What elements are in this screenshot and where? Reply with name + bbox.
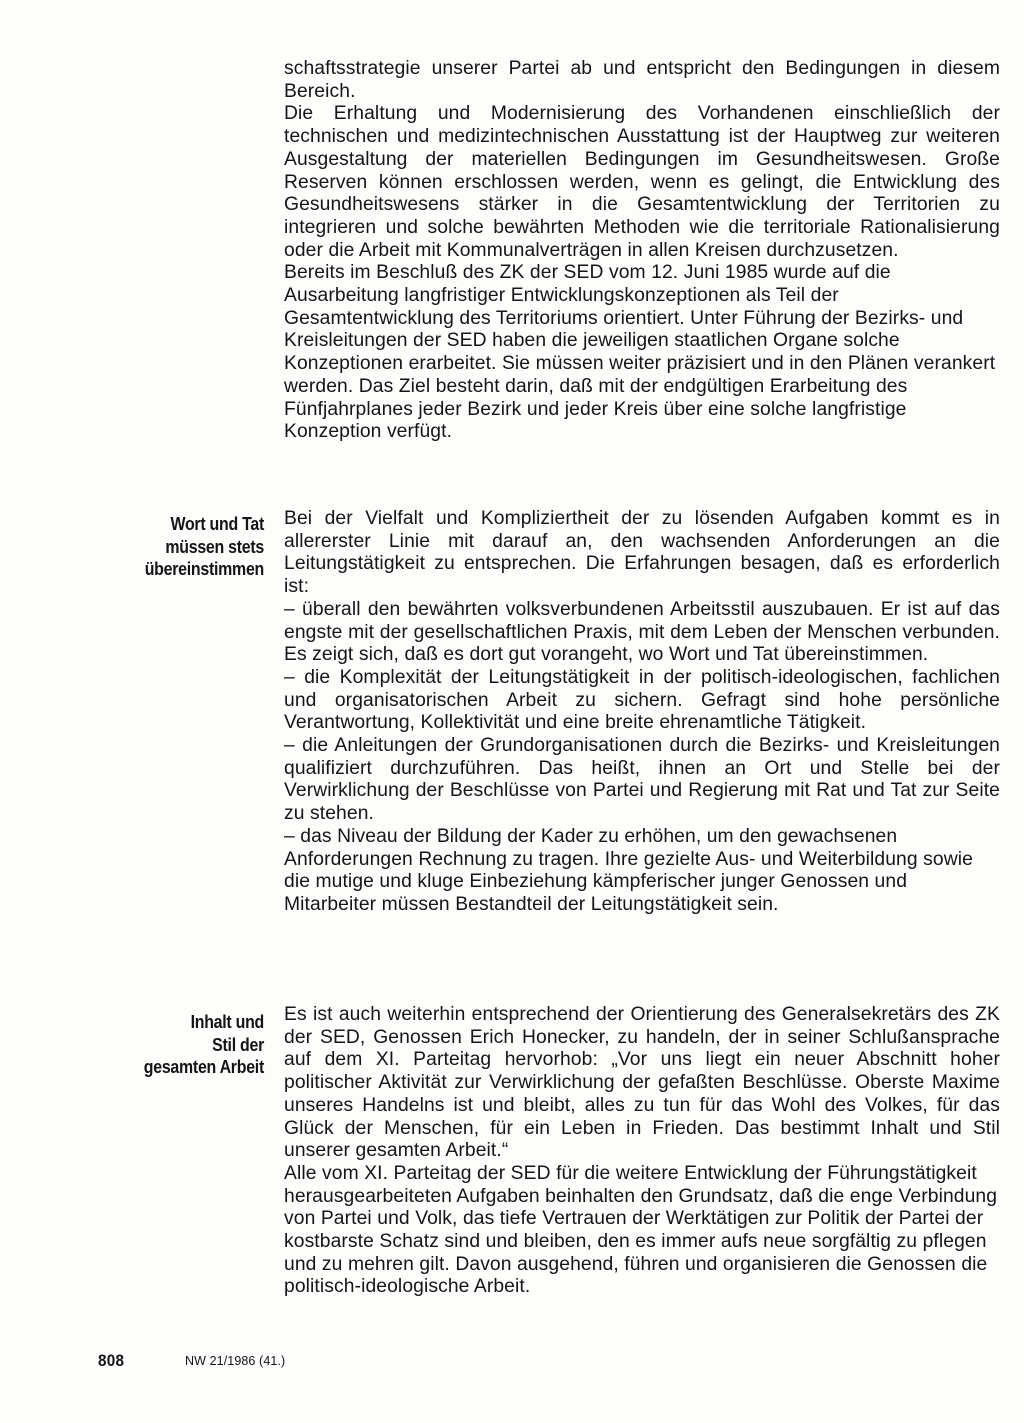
section-wort-und-tat-body	[284, 508, 1000, 917]
section-inhalt-und-stil-body	[284, 1004, 1000, 1299]
page-number: 808	[98, 1351, 125, 1370]
section-paragraph: Alle vom XI. Parteitag der SED für die weitere Entwicklung der Führungstätigkeit herausgearbeiteten Aufgaben beinhalten den Grundsatz, daß die enge Verbindung von Partei und Volk, das tiefe Vertrauen der Werktätigen zur Politik der Partei der kostbarste Schatz sind und bleiben, den es immer aufs neue sorgfältig zu pflegen und zu mehren gilt. Davon ausgehend, führen und organisieren die Genossen die politisch-ideologische Arbeit.	[284, 1162, 998, 1298]
margin-heading-line: gesamten Arbeit	[143, 1056, 264, 1078]
list-item: – das Niveau der Bildung der Kader zu erhöhen, um den gewachsenen Anforderungen Rechnung zu tragen. Ihre gezielte Aus- und Weiterbildung sowie die mutige und kluge Einbeziehung kämpferischer junger Genossen und Mitarbeiter müssen Bestandteil der Leitungstätigkeit sein.	[284, 825, 973, 915]
margin-heading-line: Stil der	[212, 1033, 264, 1055]
list-item: – überall den bewährten volksverbundenen Arbeitsstil auszubauen. Er ist auf das engste mit der gesellschaftlichen Praxis, mit dem Leben der Menschen verbunden. Es zeigt sich, daß es dort gut vorangeht, wo Wort und Tat übereinstimmen.	[284, 598, 1000, 666]
intro-text-block	[284, 58, 1000, 444]
margin-heading-line: übereinstimmen	[144, 558, 264, 580]
intro-paragraph: schaftsstrategie unserer Partei ab und entspricht den Bedingungen in diesem Bereich.	[284, 58, 1000, 102]
list-item: – die Komplexität der Leitungstätigkeit in der politisch-ideologischen, fachlichen und organisatorischen Arbeit zu sichern. Gefragt sind hohe persönliche Verantwortung, Kollektivität und eine breite ehrenamtliche Tätigkeit.	[284, 666, 1000, 734]
section-paragraph: Es ist auch weiterhin entsprechend der Orientierung des Generalsekretärs des ZK der SED, Genossen Erich Honecker, zu handeln, der in seiner Schlußansprache auf dem XI. Parteitag hervorhob: „Vor uns liegt ein neuer Abschnitt hoher politischer Aktivität zur Verwirklichung der gefaßten Beschlüsse. Oberste Maxime unseres Handelns ist und bleibt, alles zu tun für das Wohl des Volkes, für das Glück der Menschen, für ein Leben in Frieden. Das bestimmt Inhalt und Stil unserer gesamten Arbeit.“	[284, 1004, 1000, 1162]
margin-heading-inhalt-und-stil	[135, 1011, 264, 1079]
margin-heading-line: Wort und Tat	[170, 513, 264, 534]
margin-heading-line: müssen stets	[165, 535, 264, 557]
margin-heading-wort-und-tat	[135, 513, 264, 581]
section-lead-paragraph: Bei der Vielfalt und Kompliziertheit der zu lösenden Aufgaben kommt es in allererster Linie mit darauf an, den wachsenden Anforderungen an die Leitungstätigkeit zu entsprechen. Die Erfahrungen besagen, daß es erforderlich ist:	[284, 508, 1000, 598]
margin-heading-line: Inhalt und	[190, 1011, 264, 1032]
intro-paragraph: Bereits im Beschluß des ZK der SED vom 12. Juni 1985 wurde auf die Ausarbeitung langfristiger Entwicklungskonzeptionen als Teil der Gesamtentwicklung des Territoriums orientiert. Unter Führung der Bezirks- und Kreisleitungen der SED haben die jeweiligen staatlichen Organe solche Konzeptionen erarbeitet. Sie müssen weiter präzisiert und in den Plänen verankert werden. Das Ziel besteht darin, daß mit der endgültigen Erarbeitung des Fünfjahrplanes jeder Bezirk und jeder Kreis über eine solche langfristige Konzeption verfügt.	[284, 262, 996, 443]
intro-paragraph: Die Erhaltung und Modernisierung des Vorhandenen einschließlich der technischen und medizintechnischen Ausstattung ist der Hauptweg zur weiteren Ausgestaltung der materiellen Bedingungen im Gesundheitswesen. Große Reserven können erschlossen werden, wenn es gelingt, die Entwicklung des Gesundheitswesens stärker in die Gesamtentwicklung der Territorien zu integrieren und solche bewährten Methoden wie die territoriale Rationalisierung oder die Arbeit mit Kommunalverträgen in allen Kreisen durchzusetzen.	[284, 103, 1000, 261]
list-item: – die Anleitungen der Grundorganisationen durch die Bezirks- und Kreisleitungen qualifiziert durchzuführen. Das heißt, ihnen an Ort und Stelle bei der Verwirklichung der Beschlüsse von Partei und Regierung mit Rat und Tat zur Seite zu stehen.	[284, 735, 1000, 825]
source-reference: NW 21/1986 (41.)	[185, 1354, 286, 1368]
